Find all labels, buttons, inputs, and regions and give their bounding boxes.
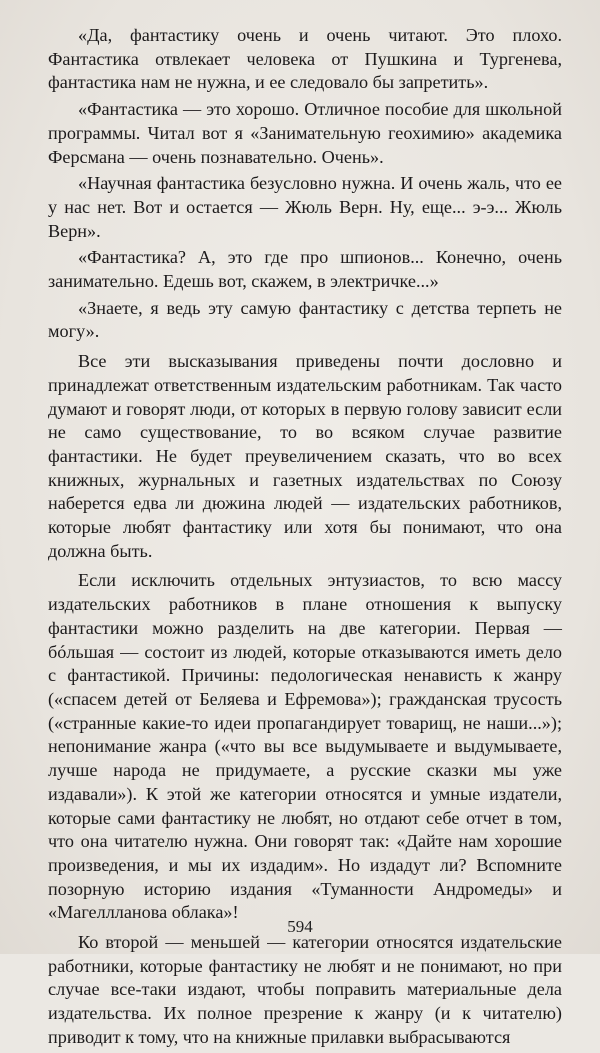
- paragraph-quote-1: «Да, фантастику очень и очень читают. Это плохо. Фантастика отвлекает человека от Пушкина и Тургенева, фантастика нам не нужна, и ее следовало бы запретить».: [48, 25, 562, 93]
- paragraph-second-category: Ко второй — меньшей — категории относятся издательские работники, которые фантастику не любят и не понимают, но при случае все-таки издают, чтобы поправить материальные дела издательства. Их полное презрение к жанру (и к читателю) приводит к тому, что на книжные прилавки выбрасываются: [48, 932, 562, 1047]
- paragraph-quote-2: «Фантастика — это хорошо. Отличное пособие для школьной программы. Читал вот я «Занимательную геохимию» академика Ферсмана — очень познавательно. Очень».: [48, 99, 562, 167]
- paragraph-quote-5: «Знаете, я ведь эту самую фантастику с детства терпеть не могу».: [48, 297, 562, 342]
- paragraph-quote-4: «Фантастика? А, это где про шпионов... Конечно, очень занимательно. Едешь вот, скажем, в электричке...»: [48, 247, 562, 292]
- paragraph-categories: Если исключить отдельных энтузиастов, то всю массу издательских работников в плане отношения к выпуску фантастики можно разделить на две категории. Первая — бóльшая — состоит из людей, которые отказываются иметь дело с фантастикой. Причины: педологическая ненависть к жанру («спасем детей от Беляева и Ефремова»); гражданская трусость («странные какие-то идеи пропагандирует товарищ, не наши...»); непонимание жанра («что вы все выдумываете и выдумываете, лучше народа не придумаете, а русские сказки мы уже издавали»). К этой же категории относятся и умные издатели, которые сами фантастику не любят, но отдают себе отчет в том, что она читателю нужна. Они говорят так: «Дайте нам хорошие произведения, и мы их издадим». Но издадут ли? Вспомните позорную историю издания «Туманности Андромеды» и «Магеллланова облака»!: [48, 570, 562, 923]
- body-text: [48, 24, 562, 1053]
- paragraph-statements: Все эти высказывания приведены почти дословно и принадлежат ответственным издательским работникам. Так часто думают и говорят люди, от которых в первую голову зависит если не само существование, то во всяком случае развитие фантастики. Не будет преувеличением сказать, что во всех книжных, журнальных и газетных издательствах по Союзу наберется едва ли дюжина людей — издательских работников, которые любят фантастику или хотя бы понимают, что она должна быть.: [48, 351, 562, 561]
- paragraph-quote-3: «Научная фантастика безусловно нужна. И очень жаль, что ее у нас нет. Вот и остается — Жюль Верн. Ну, еще... э-э... Жюль Верн».: [48, 173, 562, 241]
- page-number: 594: [287, 917, 313, 936]
